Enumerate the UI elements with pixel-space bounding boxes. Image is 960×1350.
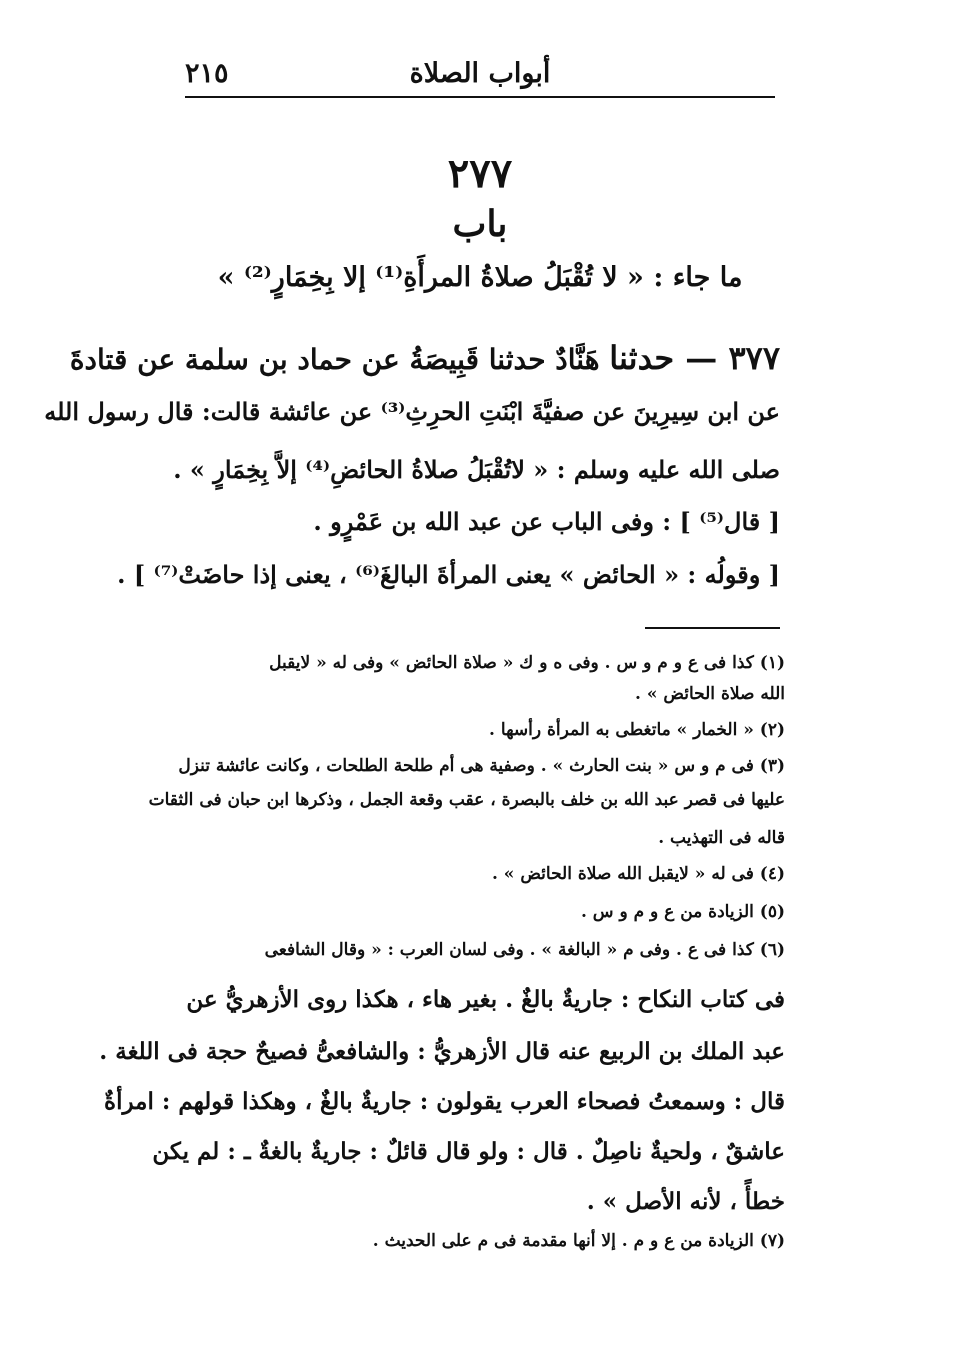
hadith-line: صلى الله عليه وسلم : « لاتُقْبَلُ صلاةُ الحائضِ⁽⁴⁾ إلاَّ بِخِمَارٍ » . [173,455,780,484]
hadith-line: [ قال⁽⁵⁾ ] : وفى الباب عن عبد الله بن عَمْرٍو . [313,507,780,536]
footnote-line: عبد الملك بن الربيع عنه قال الأزهريُّ : والشافعىُّ فصيحٌ حجة فى اللغة . [99,1038,785,1065]
footnote-line: (١) كذا فى ع و م و س . وفى ه و ك « صلاة الحائض » وفى له « لايقبل [269,653,785,673]
running-header [185,52,775,96]
footnote-line: (٣) فى م و س « بنت الحارث » . وصفية هى أم طلحة الطلحات ، وكانت عائشة تنزل [178,756,785,776]
chapter-title: ما جاء : « لا تُقْبَلُ صلاةُ المرأَةِ⁽¹⁾ إلا بِخِمَارٍ⁽²⁾ » [217,262,743,293]
chapter-number: ٢٧٧ [447,150,513,197]
footnotes-rule [645,627,780,629]
footnote-line: الله صلاة الحائض » . [635,684,785,704]
hadith-number-lead: ٣٧٧ — حدثنا [609,339,780,377]
footnote-line: (٥) الزيادة من ع و م و س . [580,902,785,922]
hadith-isnad-text: هَنَّادٌ حدثنا قَبِيصَةُ عن حماد بن سلمة عن قتادةَ [69,343,600,376]
hadith-line: عن ابن سِيرِينَ عن صفيَّةَ ابْنَتِ الحرِثِ⁽³⁾ عن عائشة قالت: قال رسول الله [44,397,780,426]
running-title: أبواب الصلاة [409,58,551,89]
footnote-line: عاشقٌ ، ولحيةٌ ناصِلٌ . قال : ولو قال قائلٌ : جاريةٌ بالغةٌ ـ : لم يكن [152,1138,785,1165]
chapter-bab-heading: باب [452,203,508,245]
footnote-line: (٧) الزيادة من ع و م . إلا أنها مقدمة فى م على الحديث . [372,1231,785,1251]
hadith-line: [ وقولُه : « الحائض » يعنى المرأةَ البالغَ⁽⁶⁾ ، يعنى إذا حاضَتْ⁽⁷⁾ ] . [117,560,780,589]
footnote-line: خطأً ، لأنه الأصل » . [586,1188,785,1215]
footnote-line: قال : وسمعتُ فصحاء العرب يقولون : جاريةٌ بالغٌ ، وهكذا قولهم : امرأةٌ [104,1088,785,1115]
footnote-line: (٤) فى له « لايقبل الله صلاة الحائض » . [491,864,785,884]
footnote-line: (٦) كذا فى ع . وفى م « البالغة » . وفى لسان العرب : « وقال الشافعى [264,940,785,960]
footnote-line: عليها فى قصر عبد الله بن خلف بالبصرة ، عقب وقعة الجمل ، وذكرها ابن حبان فى الثقات [148,790,785,810]
header-rule [185,96,775,98]
footnote-line: قاله فى التهذيب . [658,828,785,848]
page-number: ٢١٥ [185,58,229,89]
footnote-line: فى كتاب النكاح : جاريةٌ بالغٌ . بغير هاء ، هكذا روى الأزهريُّ عن [186,986,785,1013]
footnote-line: (٢) « الخمار » ماتغطى به المرأة رأسها . [489,720,785,740]
hadith-line [69,339,780,377]
